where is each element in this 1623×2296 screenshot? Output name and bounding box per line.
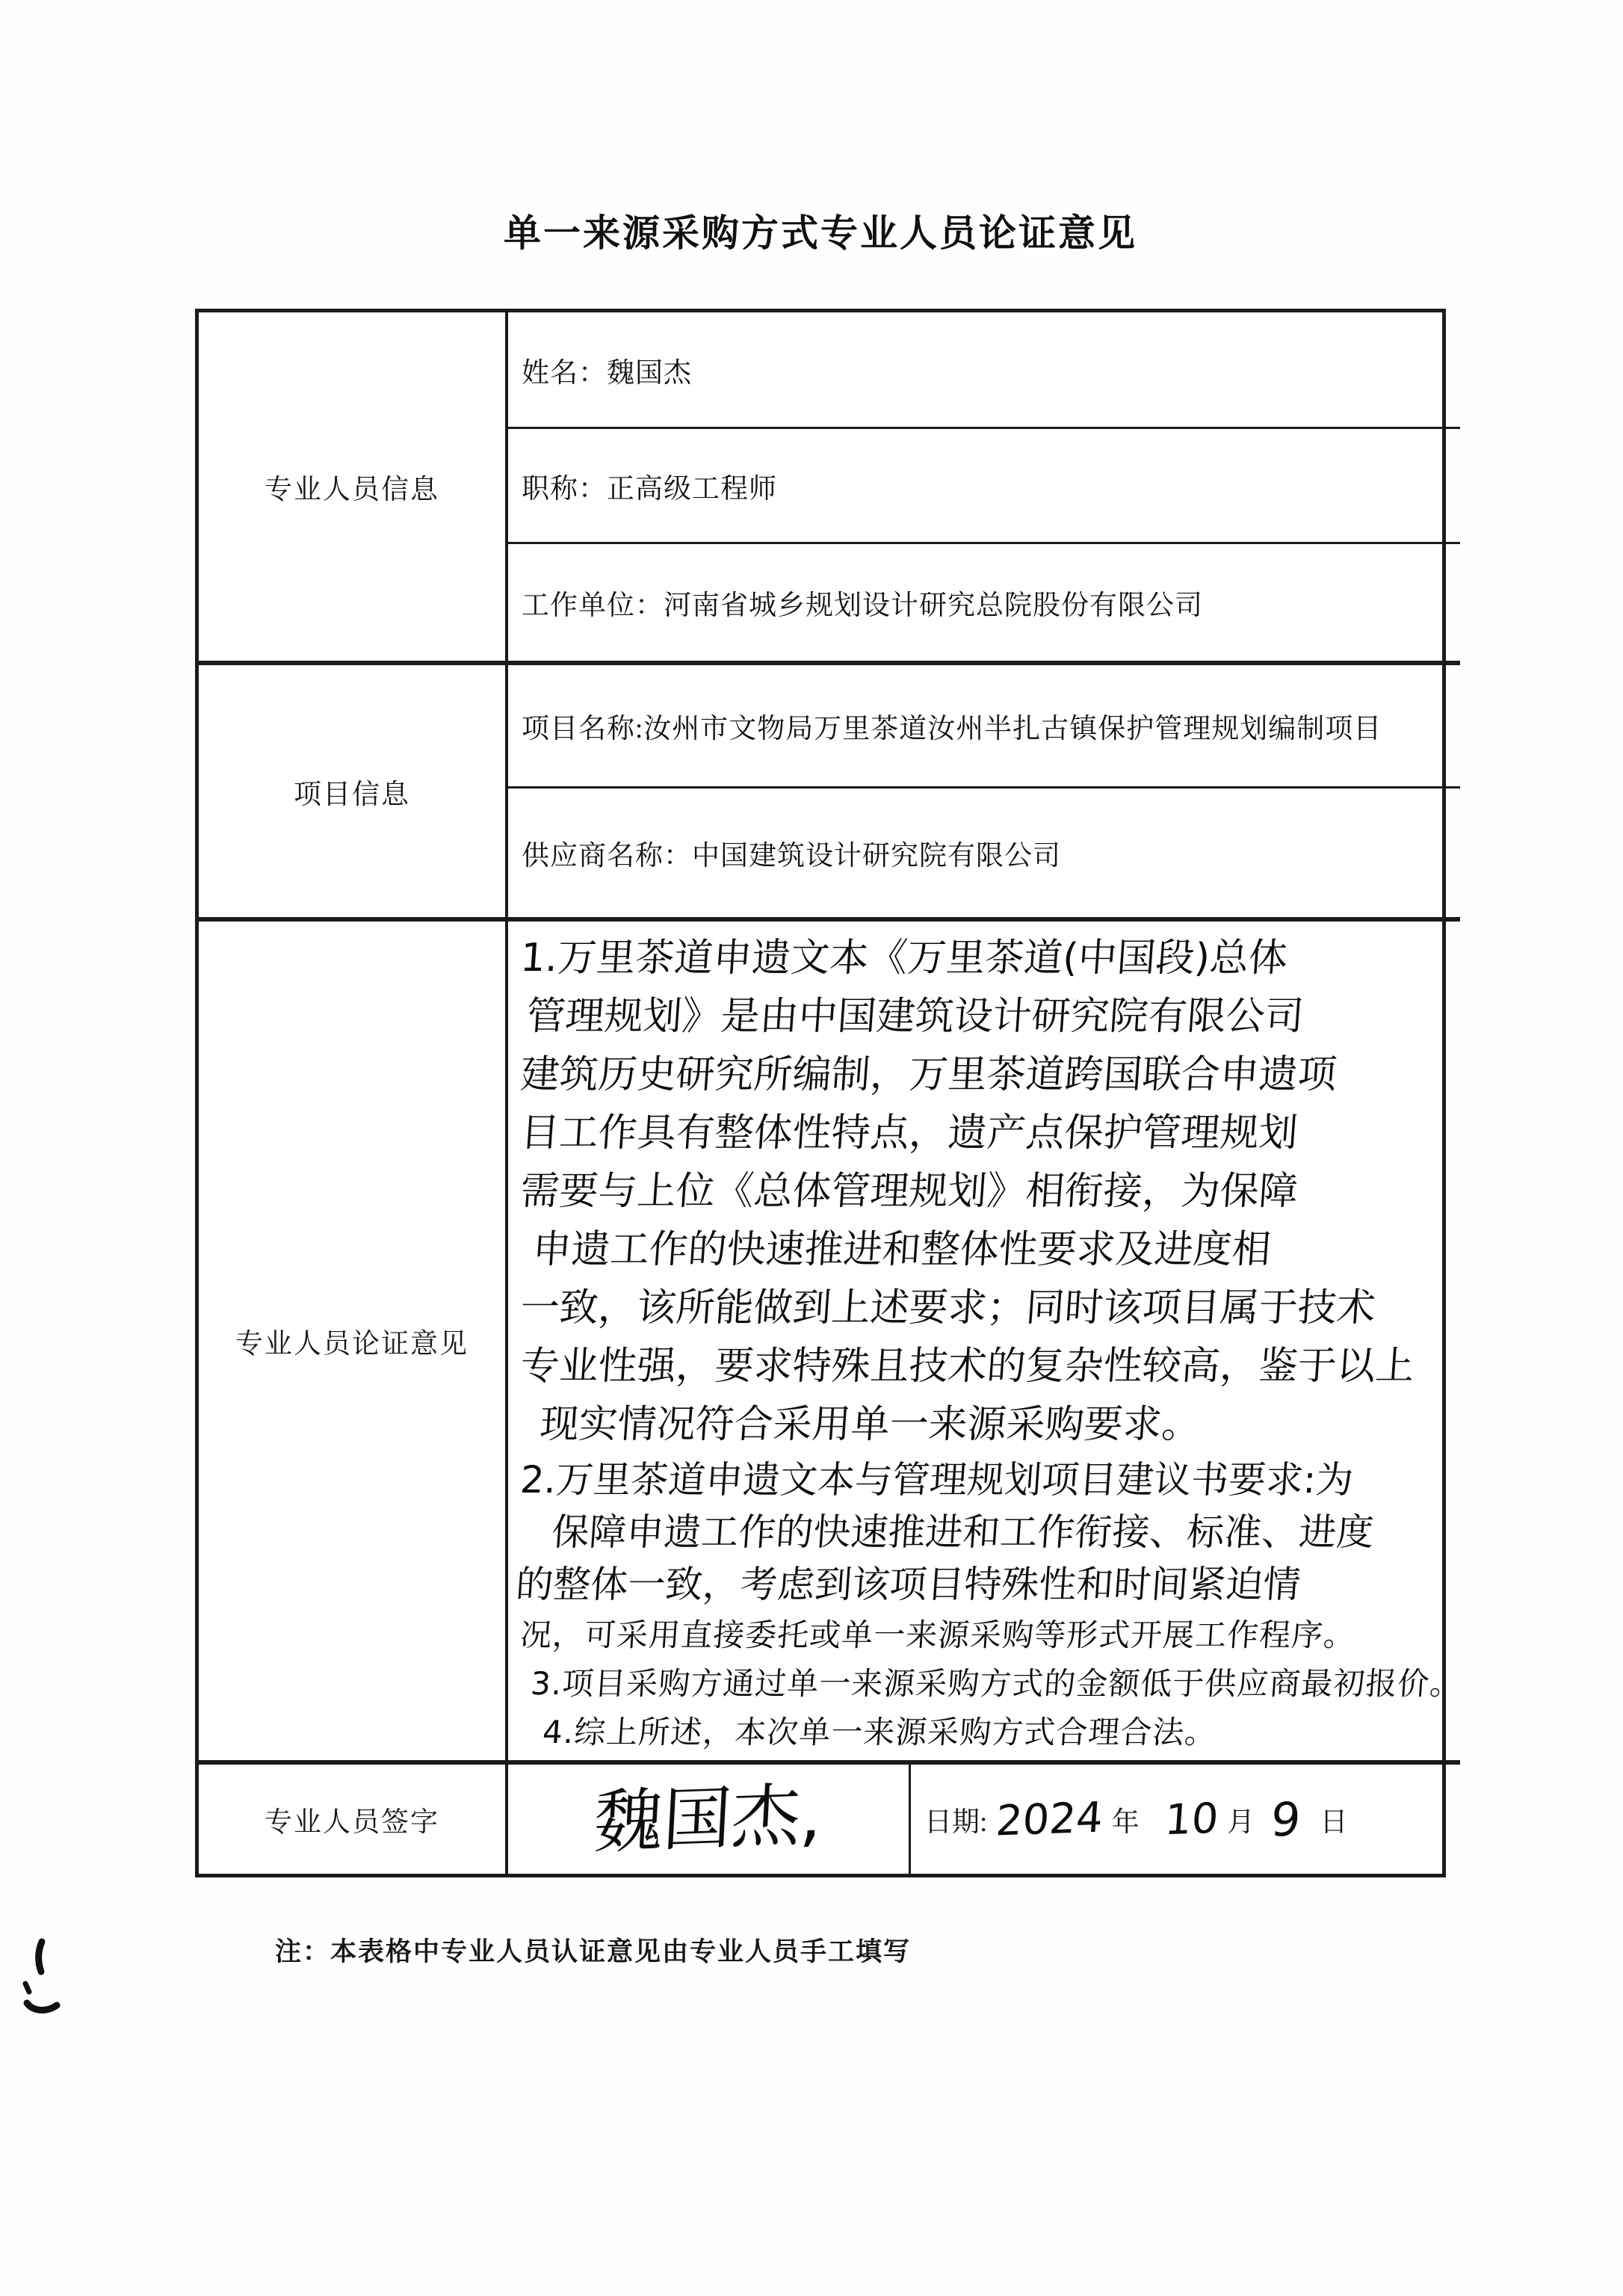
opinion-line: 需要与上位《总体管理规划》相衔接，为保障 — [519, 1169, 1299, 1214]
document-title: 单一来源采购方式专业人员论证意见 — [504, 212, 1137, 254]
opinion-line: 保障申遗工作的快速推进和工作衔接、标准、进度 — [550, 1510, 1376, 1554]
opinion-line: 的整体一致，考虑到该项目特殊性和时间紧迫情 — [514, 1563, 1302, 1606]
opinion-line: 3.项目采购方通过单一来源采购方式的金额低于供应商最初报价。 — [529, 1665, 1464, 1702]
date-prefix-label: 日期: — [924, 1807, 988, 1838]
day-label: 日 — [1320, 1807, 1348, 1838]
handwritten-month: 10 — [1163, 1794, 1220, 1845]
handwritten-day: 9 — [1269, 1791, 1303, 1848]
handwritten-opinion-cell — [505, 917, 1464, 1760]
section-label-personnel-info: 专业人员信息 — [265, 475, 439, 505]
year-label: 年 — [1111, 1807, 1140, 1838]
date-cell — [909, 1765, 1460, 1874]
personnel-title-cell: 职称：正高级工程师 — [505, 427, 1460, 542]
supplier-name-cell: 供应商名称：中国建筑设计研究院有限公司 — [505, 786, 1460, 917]
opinion-line: 1.万里茶道申遗文本《万里茶道(中国段)总体 — [519, 936, 1290, 981]
ink-mark-icon — [18, 1937, 78, 2019]
personnel-employer-cell: 工作单位：河南省城乡规划设计研究总院股份有限公司 — [505, 542, 1460, 661]
opinion-line: 况，可采用直接委托或单一来源采购等形式开展工作程序。 — [519, 1617, 1358, 1653]
month-label: 月 — [1227, 1807, 1255, 1838]
section-label-signature: 专业人员签字 — [199, 1760, 505, 1874]
opinion-line: 4.综上所述，本次单一来源采购方式合理合法。 — [541, 1714, 1219, 1750]
section-label-opinion: 专业人员论证意见 — [199, 917, 505, 1760]
section-label-project-info: 项目信息 — [199, 661, 505, 917]
opinion-line: 管理规划》是由中国建筑设计研究院有限公司 — [525, 994, 1305, 1039]
personnel-name-cell: 姓名：魏国杰 — [505, 312, 1460, 427]
opinion-line: 专业性强，要求特殊且技术的复杂性较高，鉴于以上 — [519, 1344, 1416, 1389]
signature-cell — [508, 1765, 909, 1874]
opinion-line: 申遗工作的快速推进和整体性要求及进度相 — [531, 1227, 1273, 1272]
handwritten-year: 2024 — [994, 1793, 1105, 1845]
opinion-table — [195, 309, 1464, 1877]
opinion-line: 建筑历史研究所编制，万里茶道跨国联合申遗项 — [519, 1052, 1338, 1097]
opinion-line: 目工作具有整体性特点，遗产点保护管理规划 — [519, 1111, 1299, 1155]
opinion-line: 现实情况符合采用单一来源采购要求。 — [538, 1402, 1202, 1447]
opinion-line: 一致，该所能做到上述要求；同时该项目属于技术 — [519, 1286, 1377, 1330]
project-name-cell: 项目名称:汝州市文物局万里茶道汝州半扎古镇保护管理规划编制项目 — [505, 661, 1460, 786]
signature-row — [505, 1760, 1460, 1874]
opinion-line: 2.万里茶道申遗文本与管理规划项目建议书要求:为 — [519, 1458, 1355, 1502]
handwritten-signature: 魏国杰, — [592, 1774, 825, 1863]
footnote: 注：本表格中专业人员认证意见由专业人员手工填写 — [275, 1937, 912, 1966]
